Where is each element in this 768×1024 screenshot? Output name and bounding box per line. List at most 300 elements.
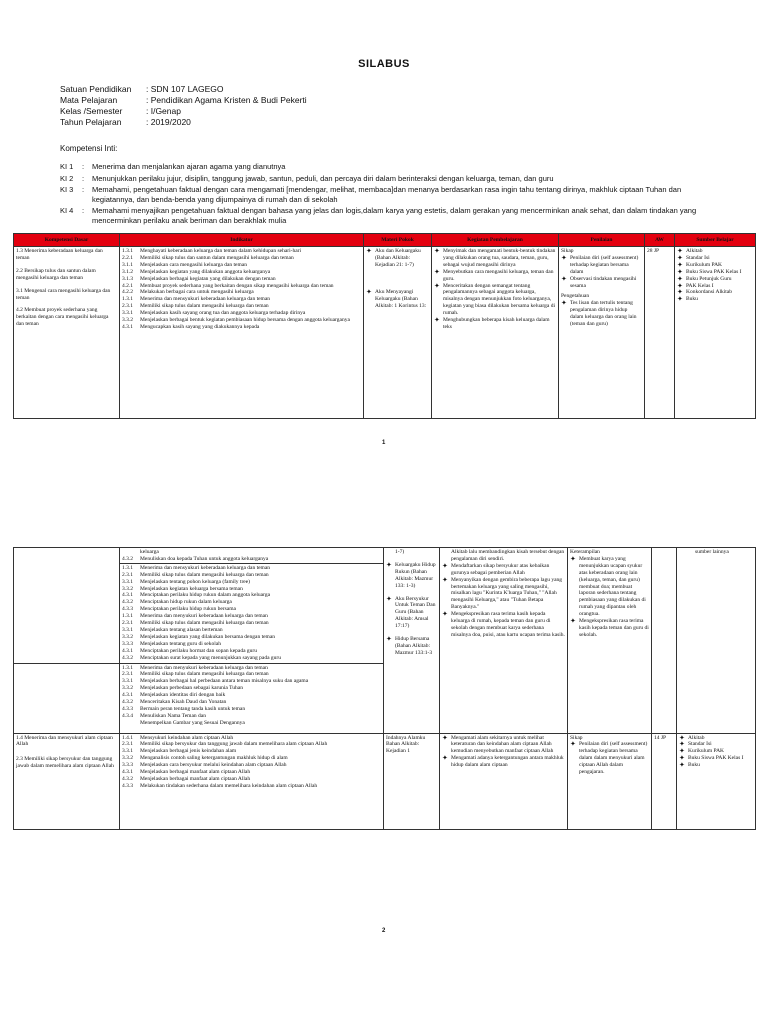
indikator-item <box>122 276 361 283</box>
indikator-code: 1.3.1 <box>122 296 133 303</box>
list-item-text: Menyanyikan dengan gembira beberapa lagu yang bertemakan keluarga yang saling mengasihi, misalkan lagu "Kurinta K'luarga Tuhan," "Allah mengasihi Keluarga," atau "Tuhan Betapa Banyaknya." <box>451 576 563 611</box>
indikator-item <box>122 671 381 678</box>
table-row <box>14 733 756 829</box>
indikator-item <box>122 289 361 296</box>
indikator-code: 4.3.1 <box>122 647 133 654</box>
indikator-text: Menjelaskan identitas diri dengan baik <box>140 692 226 699</box>
list-item <box>677 296 753 303</box>
meta-key: Satuan Pendidikan <box>60 84 132 94</box>
indikator-item <box>122 599 381 606</box>
indikator-code: 1.3.1 <box>122 564 133 571</box>
bullet-icon: ✦ <box>677 295 683 304</box>
indikator-item <box>122 613 381 620</box>
bullet-icon: ✦ <box>561 253 567 262</box>
indikator-item <box>122 324 361 331</box>
list-item <box>679 741 753 748</box>
list-item-text: Buku <box>688 762 700 769</box>
header-materi-pokok: Materi Pokok <box>364 234 432 247</box>
indikator-code: 3.3.2 <box>122 633 133 640</box>
aw-cell: 28 JP <box>645 247 675 419</box>
header-sumber-belajar: Sumber Belajar <box>675 234 756 247</box>
bullet-icon: ✦ <box>386 594 392 603</box>
list-item-text: Membuat karya yang menunjukkan ucapan syukur atas keberadaan orang lain (keluarga, teman, dan guru) membuat doa; membuat laporan sederhana tentang pembiasaan yang dilakukan di rumah yang dipantau oleh orangtua. <box>579 555 646 618</box>
list-item <box>570 741 649 776</box>
list-item-text: Standar Isi <box>686 254 710 261</box>
materi-item <box>386 549 437 556</box>
indikator-code <box>122 720 140 727</box>
indikator-code: 4.3.2 <box>122 654 133 661</box>
bullet-icon: ✦ <box>679 747 685 756</box>
list-item-text: Kurikulum PAK <box>688 748 725 755</box>
kompetensi-inti-list <box>60 162 720 228</box>
page-number: 2 <box>382 928 386 934</box>
list-item-text: Kurikulum PAK <box>686 261 723 268</box>
ki-item: KI 3 : Memahami, pengetahuan faktual dengan cara mengamati [mendengar, melihat, membaca]dan menanya berdasarkan rasa ingin tahu tentang dirinya, makhluk ciptaan Tuhan dan kegiatannya, dan benda-benda yang dijumpainya di rumah dan di sekolah <box>60 185 720 204</box>
list-item-text: Mengekspresikan rasa terima kasih kepada keluarga di rumah, kepada teman dan guru di sekolah dengan membuat karya sederhana misalnya doa, puisi, atau kartu ucapan terima kasih. <box>451 611 565 638</box>
list-item <box>434 248 556 269</box>
materi-cell <box>384 548 440 734</box>
indikator-text: Menjelaskan berbagai bentuk kegiatan pembiasaan hidup bersama dengan anggota keluarganya <box>140 317 350 324</box>
list-item <box>677 269 753 276</box>
indikator-code: 3.3.1 <box>122 626 133 633</box>
indikator-item <box>122 776 381 783</box>
indikator-cell <box>120 663 384 733</box>
indikator-code: 4.3.2 <box>122 555 133 562</box>
indikator-item <box>122 769 381 776</box>
bullet-icon: ✦ <box>570 740 576 749</box>
indikator-item <box>122 565 381 572</box>
list-item <box>679 755 753 762</box>
indikator-text: Melakukan tindakan sederhana dalam memelihara keindahan alam ciptaan Allah <box>140 782 318 789</box>
header-penilaian: Penilaian <box>559 234 645 247</box>
indikator-text: Menjelaskan berbagai manfaat alam ciptaan Allah <box>140 775 251 782</box>
indikator-item <box>122 762 381 769</box>
penilaian-cell: Sikap ✦ Penilaian diri (self assessment) terhadap kegiatan bersama dalam ✦ Observasi tindakan mengasihi sesama Pengetahuan ✦ Tes lisan dan tertulis tentang pengalaman dirinya hidup dalam keluarga dan orang lain (teman dan guru) <box>559 247 645 419</box>
indikator-cell <box>120 548 384 564</box>
indikator-text: Menerima dan mensyukuri keberadaan keluarga dan teman <box>140 296 271 303</box>
indikator-code: 3.3.2 <box>122 585 133 592</box>
kd-cell <box>14 663 120 733</box>
indikator-code: 4.3.3 <box>122 606 133 613</box>
penilaian-cell: Sikap ✦ Penilaian diri (self assessment) terhadap kegiatan bersama dalam dalam menyukuri alam ciptaan Allah dalam pengajaran. <box>568 733 652 829</box>
list-item <box>679 762 753 769</box>
indikator-code: 1.3.1 <box>122 613 133 620</box>
ki-code: KI 1 <box>60 162 74 171</box>
indikator-item <box>122 627 381 634</box>
indikator-code: 4.2.2 <box>122 289 133 296</box>
list-item-text: Mengekspresikan rasa terima kasih kepada teman dan guru di sekolah. <box>579 618 649 638</box>
indikator-code: 3.3.3 <box>122 640 133 647</box>
indikator-text: keluarga <box>140 549 159 555</box>
bullet-icon: ✦ <box>442 733 448 742</box>
identity-block <box>60 84 307 128</box>
indikator-text: Mengucapkan kasih sayang yang diakukannya kepada <box>140 323 260 330</box>
materi-text: Hidup Bersama (Bahan Alkitab: Mazmur 133:1-3 <box>395 636 433 656</box>
ki-text: Menerima dan menjalankan ajaran agama yang dianutnya <box>92 162 286 171</box>
indikator-item <box>122 586 381 593</box>
indikator-text: Menjelaskan tentang guru di sekolah <box>140 640 221 647</box>
indikator-item <box>122 641 381 648</box>
indikator-code: 4.3.1 <box>122 769 133 776</box>
materi-cell <box>364 247 432 419</box>
list-item <box>434 317 556 331</box>
indikator-text: Menjelaskan cara bersyukur melalui keindahan alam ciptaan Allah <box>140 762 287 769</box>
indikator-code: 4.3.1 <box>122 692 133 699</box>
list-item <box>561 276 642 290</box>
indikator-code: 2.3.1 <box>122 571 133 578</box>
bullet-icon: ✦ <box>366 247 372 255</box>
indikator-code: 3.3.1 <box>122 678 133 685</box>
page-title: SILABUS <box>358 58 410 70</box>
indikator-text: Menjelaskan kegiatan yang dilakukan anggota keluarganya <box>140 268 271 275</box>
indikator-text: Memiliki sikap tulus dalam mengasihi keluarga dan teman <box>140 620 269 627</box>
indikator-text: Menerima dan mensyukuri keberadaan keluarga dan teman <box>140 564 271 571</box>
bullet-icon: ✦ <box>561 299 567 308</box>
indikator-code: 3.3.1 <box>122 578 133 585</box>
meta-row <box>60 84 307 95</box>
bullet-icon: ✦ <box>434 267 440 276</box>
indikator-item <box>122 648 381 655</box>
materi-item <box>386 596 437 631</box>
indikator-code: 1.3.1 <box>122 664 133 671</box>
indikator-item <box>122 296 361 303</box>
indikator-code <box>122 549 140 556</box>
meta-key: Tahun Pelajaran <box>60 117 122 127</box>
list-item-text: PAK Kelas I <box>686 282 714 289</box>
indikator-item <box>122 692 381 699</box>
meta-value: : SDN 107 LAGEGO <box>146 84 224 94</box>
list-item-text: Konkordansi Alkitab <box>686 289 732 296</box>
indikator-text: Menghayati keberadaan keluarga dan teman dalam kehidupan sehari-hari <box>140 248 302 254</box>
list-item-text: Observasi tindakan mengasihi sesama <box>570 275 637 289</box>
indikator-code: 2.2.1 <box>122 254 133 261</box>
list-item <box>677 248 753 255</box>
list-item-text: Alkitab <box>686 248 703 254</box>
header-kegiatan-pembelajaran: Kegiatan Pembelajaran <box>432 234 559 247</box>
indikator-text: Menceritakan Kisah Daud dan Yonatan <box>140 699 227 706</box>
indikator-item <box>122 283 361 290</box>
list-item <box>442 755 565 769</box>
kd-cell <box>14 548 120 664</box>
syllabus-table-page2 <box>13 547 756 830</box>
indikator-text: Membuat proyek sederhana yang berkaitan dengan sikap mengasihi keluarga dan teman <box>140 282 334 289</box>
materi-item <box>366 248 429 269</box>
kompetensi-inti-label: Kompetensi Inti: <box>60 144 118 153</box>
kegiatan-cell <box>440 733 568 829</box>
indikator-text: Menjelaskan tentang pohon keluarga (family tree) <box>140 578 251 585</box>
list-item <box>442 611 565 639</box>
ki-code: KI 3 <box>60 185 74 195</box>
bullet-icon <box>386 549 395 556</box>
bullet-icon: ✦ <box>679 761 685 770</box>
ki-text: Memahami menyajikan pengetahuan faktual dengan bahasa yang jelas dan logis,dalam karya yang estetis, dalam gerakan yang mencerminkan anak sehat, dan dalam tindakan yang mencerminkan perilaku anak beriman dan berakhlak mulia <box>92 206 697 225</box>
bullet-icon: ✦ <box>434 247 440 255</box>
indikator-text: Menjelaskan tentang alasan berteman <box>140 626 223 633</box>
indikator-cell <box>120 247 364 419</box>
indikator-text: Menjelaskan berbagai hal perbedaan antara teman misalnya suku dan agama <box>140 678 309 685</box>
materi-item <box>386 636 437 657</box>
indikator-item <box>122 634 381 641</box>
list-item-text: Menghubungkan beberapa kisah keluarga dalam teks <box>443 317 550 330</box>
aw-cell <box>652 548 677 734</box>
meta-value: : I/Genap <box>146 106 181 116</box>
bullet-icon: ✦ <box>434 316 440 325</box>
indikator-item <box>122 262 361 269</box>
indikator-text: Menjelaskan berbagai jenis keindahan alam <box>140 748 237 755</box>
indikator-item <box>122 699 381 706</box>
list-item <box>677 262 753 269</box>
list-item <box>677 255 753 262</box>
indikator-code: 1.4.1 <box>122 734 133 741</box>
indikator-text: Menciptakan surat kepada yang menunjukkan sayang pada guru <box>140 654 281 661</box>
materi-text: Aku dan Keluargaku (Bahan Alkitab: Kejadian 21: 1-7) <box>375 248 421 268</box>
list-item-text: Penilaian diri (self assessment) terhadap kegiatan bersama dalam dalam menyukuri alam ciptaan Allah dalam pengajaran. <box>579 741 648 776</box>
bullet-icon: ✦ <box>442 610 448 619</box>
indikator-item <box>122 665 381 672</box>
indikator-code: 2.3.1 <box>122 620 133 627</box>
indikator-text: Menjelaskan berbagai manfaat alam ciptaan Allah <box>140 769 251 776</box>
indikator-item <box>122 735 381 742</box>
meta-key: Mata Pelajaran <box>60 95 118 105</box>
indikator-code: 4.3.3 <box>122 782 133 789</box>
materi-item <box>386 562 437 590</box>
indikator-text: Menciptakan perilaku hidup rukun dalam anggota keluarga <box>140 592 271 599</box>
bullet-icon: ✦ <box>561 274 567 283</box>
indikator-item <box>122 579 381 586</box>
bullet-icon: ✦ <box>677 267 683 276</box>
indikator-text: Menjelaskan perbedaan sebagai karunia Tuhan <box>140 685 243 692</box>
bullet-icon: ✦ <box>442 754 448 763</box>
indikator-text: Menciptakan hidup rukun dalam keluarga <box>140 599 232 606</box>
indikator-item <box>122 720 381 727</box>
indikator-item <box>122 549 381 556</box>
indikator-text: Menciptakan perilaku hormat dan sopan kepada guru <box>140 647 257 654</box>
indikator-code: 4.3.1 <box>122 323 133 330</box>
indikator-code: 1.3.1 <box>122 248 133 254</box>
table-row <box>14 548 756 564</box>
materi-cell: Indahnya Alamku Bahan Alkitab: Kejadian 1 <box>384 733 440 829</box>
materi-item <box>366 289 429 310</box>
header-indikator: Indikator <box>120 234 364 247</box>
list-item-text: Tes lisan dan tertulis tentang pengalaman dirinya hidup dalam keluarga dan orang lain (teman dan guru) <box>570 300 637 328</box>
indikator-item <box>122 748 381 755</box>
ki-text: Memahami, pengetahuan faktual dengan cara mengamati [mendengar, melihat, membaca]dan menanya berdasarkan rasa ingin tahu tentang dirinya, makhluk ciptaan Tuhan dan kegiatannya, dan benda-benda yang dijumpainya di rumah dan di sekolah <box>92 185 682 204</box>
list-item-text: Menceritakan dengan semangat tentang pengalamannya sebagai anggota keluarga, misalnya dengan menunjukkan foto keluarganya, kegiatan yang biasa dilakukan bersama keluarga di rumah. <box>443 282 555 317</box>
indikator-item <box>122 755 381 762</box>
indikator-code: 2.3.1 <box>122 671 133 678</box>
indikator-code: 3.3.1 <box>122 310 133 317</box>
indikator-item <box>122 592 381 599</box>
indikator-text: Memiliki sikap tulus dalam mengasihi keluarga dan teman <box>140 303 269 310</box>
sumber-cell <box>677 733 756 829</box>
list-item <box>679 735 753 742</box>
bullet-icon: ✦ <box>679 754 685 763</box>
indikator-item <box>122 620 381 627</box>
indikator-code: 3.1.3 <box>122 275 133 282</box>
indikator-item <box>122 303 361 310</box>
indikator-item <box>122 706 381 713</box>
indikator-code: 3.1.2 <box>122 268 133 275</box>
indikator-text: Memiliki sikap tulus dan santun dalam mengasihi keluarga dan teman <box>140 254 294 261</box>
syllabus-table-page1 <box>13 233 756 419</box>
ki-code: KI 4 <box>60 206 74 216</box>
list-item <box>442 563 565 577</box>
materi-text: 1-7) <box>395 549 405 555</box>
ki-item: KI 1 : Menerima dan menjalankan ajaran agama yang dianutnya <box>60 162 720 172</box>
indikator-text: Menerima dan menyukuri keberadaan keluarga dan teman <box>140 664 268 671</box>
indikator-item <box>122 655 381 662</box>
meta-row <box>60 95 307 106</box>
penilaian-cell: Keterampilan ✦ Membuat karya yang menunjukkan ucapan syukur atas keberadaan orang lain (keluarga, teman, dan guru) membuat doa; membuat laporan sederhana tentang pembiasaan yang dilakukan di rumah yang dipantau oleh orangtua. ✦ Mengekspresikan rasa terima kasih kepada teman dan guru di sekolah. <box>568 548 652 734</box>
indikator-cell <box>120 733 384 829</box>
bullet-icon: ✦ <box>570 617 576 626</box>
list-item <box>677 283 753 290</box>
indikator-code: 3.3.1 <box>122 748 133 755</box>
indikator-code: 4.3.2 <box>122 775 133 782</box>
indikator-item <box>122 783 381 790</box>
kegiatan-cell: Alkitab lalu membandingkan kisah tersebut dengan pengalaman diri sendiri. ✦ Mendaftarkan sikap bersyukur atas kebaikan gurunya sebagai pemberian Allah ✦ Menyanyikan dengan gembira beberapa lagu yang bertemakan keluarga yang saling mengasihi, misalkan lagu "Kurinta K'luarga Tuhan," "Allah mengasihi Keluarga," atau "Tuhan Betapa Banyaknya." ✦ Mengekspresikan rasa terima kasih kepada keluarga di rumah, kepada teman dan guru di sekolah dengan membuat karya sederhana misalnya doa, puisi, atau kartu ucapan terima kasih. <box>440 548 568 734</box>
list-item <box>442 735 565 756</box>
indikator-text: Bermain peran tentang tanda kasih untuk teman <box>140 705 246 712</box>
list-item-text: Buku Siswa PAK Kelas I <box>688 755 744 762</box>
bullet-icon: ✦ <box>677 253 683 262</box>
indikator-item <box>122 685 381 692</box>
list-item <box>677 289 753 296</box>
aw-cell: 14 JP <box>652 733 677 829</box>
ki-code: KI 2 <box>60 173 74 183</box>
list-item-text: Mengamati adanya ketergantungan antara makhluk hidup dalam alam ciptaan <box>451 755 564 769</box>
bullet-icon: ✦ <box>677 274 683 283</box>
list-item <box>561 255 642 276</box>
list-item <box>561 300 642 328</box>
indikator-text: Menjelaskan kegiatan keluarga bersama teman <box>140 585 243 592</box>
indikator-item <box>122 269 361 276</box>
meta-key: Kelas /Semester <box>60 106 123 116</box>
list-item-text: Mengamati alam sekitarnya untuk melihat keteraturan dan keindahan alam ciptaan Allah kemudian menyebutkan manfaat ciptaan Allah <box>451 734 554 755</box>
bullet-icon: ✦ <box>679 733 685 742</box>
indikator-cell <box>120 563 384 663</box>
bullet-icon: ✦ <box>570 554 576 563</box>
meta-value: : Pendidikan Agama Kristen & Budi Pekerti <box>146 95 307 105</box>
bullet-icon: ✦ <box>679 740 685 749</box>
list-item <box>679 748 753 755</box>
list-item-text: Buku Siswa PAK Kelas I <box>686 268 742 275</box>
list-item <box>434 283 556 318</box>
indikator-code: 4.3.4 <box>122 712 133 719</box>
meta-value: : 2019/2020 <box>146 117 191 127</box>
header-kompetensi-dasar: Kompetensi Dasar <box>14 234 120 247</box>
page-number: 1 <box>382 440 386 446</box>
table-header-row <box>14 234 756 247</box>
indikator-text: Memiliki sikap tulus dalam mengasihi keluarga dan teman <box>140 571 269 578</box>
indikator-item <box>122 713 381 720</box>
ki-text: Menunjukkan perilaku jujur, disiplin, tanggung jawab, santun, peduli, dan percaya diri dalam berinteraksi dengan keluarga, teman, dan guru <box>92 173 554 183</box>
indikator-text: Menerima dan menyukuri keberadaan keluarga dan teman <box>140 613 268 620</box>
indikator-item <box>122 606 381 613</box>
bullet-icon: ✦ <box>434 281 440 290</box>
indikator-item <box>122 678 381 685</box>
bullet-icon: ✦ <box>677 281 683 290</box>
indikator-text: Mensyukuri keindahan alam ciptaan Allah <box>140 734 234 741</box>
indikator-text: Menuliskan doa kepada Tuhan untuk anggota keluarganya <box>140 555 269 562</box>
list-item-text: Penilaian diri (self assessment) terhadap kegiatan bersama dalam <box>570 254 639 275</box>
indikator-item <box>122 310 361 317</box>
materi-text: Aku Bersyukur Untuk Teman Dan Guru (Bahan Alkitab: Amsal 17:17) <box>395 595 436 630</box>
list-item <box>570 618 649 639</box>
kd-cell: 1.4 Menerima dan mensyukuri alam ciptaan Allah 2.3 Memiliki sikap bersyukur dan tanggung jawab dalam memelihara alam ciptaan Allah <box>14 733 120 829</box>
header-aw: AW <box>645 234 675 247</box>
indikator-code: 3.1.1 <box>122 261 133 268</box>
meta-row <box>60 106 307 117</box>
materi-text: Aku Menyayangi Keluargaku (Bahan Alkitab: 1 Korintus 13: <box>375 288 427 309</box>
list-item-text: Menyebutkan cara mengasihi keluarga, teman dan guru. <box>443 268 554 282</box>
indikator-code: 4.3.2 <box>122 699 133 706</box>
bullet-icon: ✦ <box>442 561 448 570</box>
indikator-code: 3.3.2 <box>122 685 133 692</box>
indikator-text: Melakukan berbagai cara untuk mengasihi keluarga <box>140 289 254 296</box>
list-item <box>442 577 565 612</box>
indikator-text: Menganalisis contoh saling ketergantungan makhluk hidup di alam <box>140 755 288 762</box>
list-item-text: Standar Isi <box>688 741 712 748</box>
indikator-text: Menjelaskan kasih sayang orang tua dan anggota keluarga terhadap dirinya <box>140 310 306 317</box>
indikator-text: Menciptakan perilaku hidup rukun bersama <box>140 606 236 613</box>
sumber-cell: sumber lainnya <box>677 548 756 734</box>
indikator-code: 2.3.1 <box>122 303 133 310</box>
indikator-text: Memiliki sikap tulus dalam mengasihi keluarga dan teman <box>140 671 269 678</box>
bullet-icon: ✦ <box>442 575 448 584</box>
bullet-icon: ✦ <box>386 560 392 569</box>
ki-item: KI 2 : Menunjukkan perilaku jujur, disiplin, tanggung jawab, santun, peduli, dan percaya diri dalam berinteraksi dengan keluarga, teman, dan guru <box>60 174 720 184</box>
indikator-code: 3.3.2 <box>122 317 133 324</box>
indikator-code: 2.3.1 <box>122 741 133 748</box>
table-row <box>14 247 756 419</box>
indikator-item <box>122 255 361 262</box>
list-item <box>570 556 649 618</box>
indikator-code: 3.3.2 <box>122 755 133 762</box>
indikator-text: Menuliskan Nama Teman dan <box>140 712 206 719</box>
indikator-code: 4.3.1 <box>122 592 133 599</box>
list-item-text: Mendaftarkan sikap bersyukur atas kebaikan gurunya sebagai pemberian Allah <box>451 562 550 576</box>
indikator-item <box>122 741 381 748</box>
list-item-text: Buku <box>686 296 698 303</box>
kegiatan-cell <box>432 247 559 419</box>
list-item <box>434 269 556 283</box>
materi-text: Keluargaku Hidup Rukun (Bahan Alkitab: Mazmur 133: 1-3) <box>395 561 436 589</box>
ki-item: KI 4 : Memahami menyajikan pengetahuan faktual dengan bahasa yang jelas dan logis,dalam karya yang estetis, dalam gerakan yang mencerminkan anak sehat, dan dalam tindakan yang mencerminkan perilaku anak beriman dan berakhlak mulia <box>60 206 720 225</box>
indikator-text: Menjelaskan kegiatan yang dilakukan bersama dengan teman <box>140 633 276 640</box>
list-item <box>677 276 753 283</box>
indikator-code: 4.3.3 <box>122 705 133 712</box>
indikator-text: Menempelkan Gambar yang Sesuai Dengannya <box>140 719 245 726</box>
bullet-icon: ✦ <box>386 635 392 644</box>
indikator-code: 4.2.1 <box>122 282 133 289</box>
kd-cell: 1.3 Menerima keberadaan keluarga dan teman 2.2 Bersikap tulus dan santun dalam mengasihi keluarga dan teman 3.1 Mengenal cara mengasihi keluarga dan teman 4.2 Membuat proyek sederhana yang berkaitan dengan cara mengasihi keluarga dan teman <box>14 247 120 419</box>
sumber-cell <box>675 247 756 419</box>
bullet-icon: ✦ <box>366 287 372 296</box>
bullet-icon: ✦ <box>677 247 683 255</box>
list-item-text: Menyimak dan mengamati bentuk-bentuk tindakan yang dilakukan orang tua, saudara, teman, guru, sebagai wujud mengasihi dirinya <box>443 248 556 268</box>
indikator-code: 3.3.3 <box>122 762 133 769</box>
bullet-icon: ✦ <box>677 260 683 269</box>
bullet-icon: ✦ <box>677 288 683 297</box>
indikator-text: Menjelaskan berbagai kegiatan yang dilakukan dengan teman <box>140 275 276 282</box>
indikator-item <box>122 317 361 324</box>
meta-row <box>60 117 307 128</box>
indikator-text: Menjelaskan cara mengasihi keluarga dan teman <box>140 261 247 268</box>
indikator-item <box>122 248 361 255</box>
list-item-text: Alkitab <box>688 734 705 741</box>
indikator-code: 4.3.2 <box>122 599 133 606</box>
